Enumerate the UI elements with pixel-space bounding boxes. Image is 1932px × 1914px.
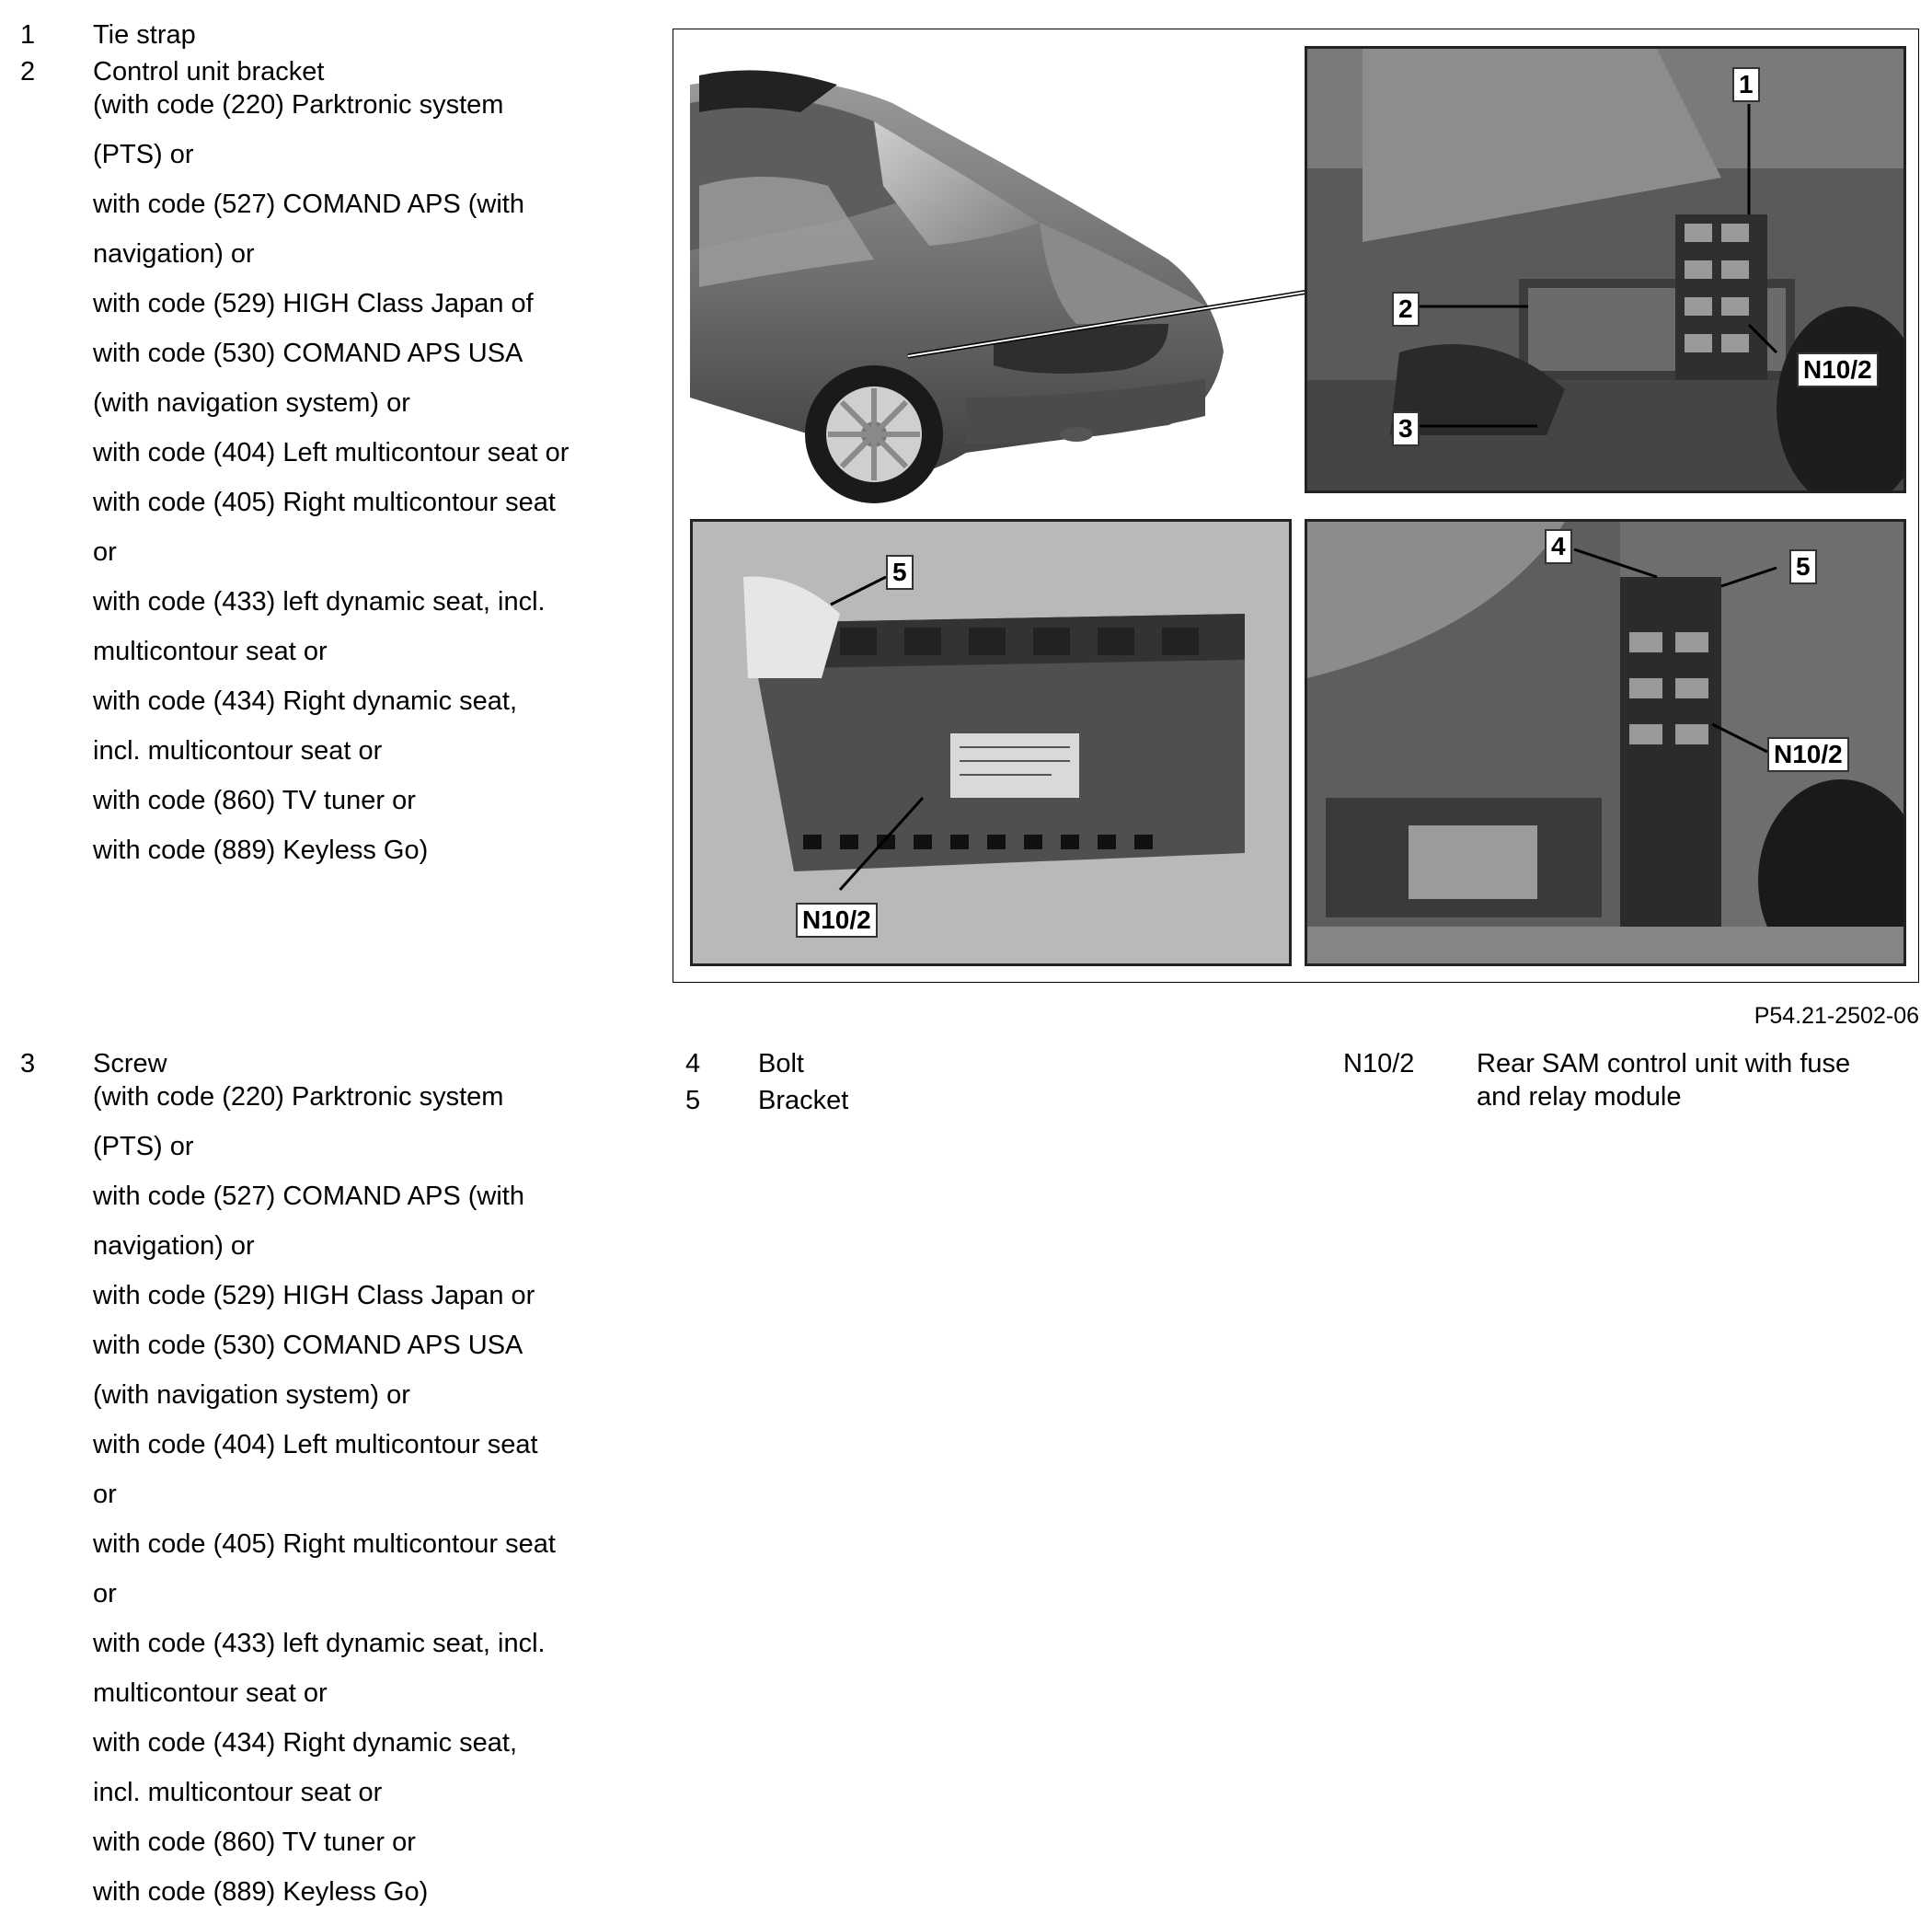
legend-item-line: multicontour seat or <box>93 1678 328 1708</box>
legend-item-line: with code (527) COMAND APS (with <box>93 1182 524 1211</box>
legend-item-line: Bolt <box>758 1049 804 1078</box>
legend-item-line: with code (404) Left multicontour seat <box>93 1430 538 1459</box>
photo-panel-bottom-right <box>1305 519 1906 966</box>
callout-n10-2-top: N10/2 <box>1797 352 1879 387</box>
callout-3: 3 <box>1392 411 1420 446</box>
figure-id: P54.21-2502-06 <box>1754 1003 1919 1029</box>
photo-panel-top-right <box>1305 46 1906 493</box>
legend-item-number: 3 <box>20 1049 36 1078</box>
legend-item-line: with code (860) TV tuner or <box>93 1828 416 1857</box>
legend-item-line: with code (860) TV tuner or <box>93 786 416 815</box>
legend-item-number: 2 <box>20 57 36 86</box>
legend-item <box>685 1047 1053 1080</box>
legend-item-number: 5 <box>685 1086 701 1115</box>
callout-n10-2-left: N10/2 <box>796 903 878 938</box>
legend-item-line: with code (433) left dynamic seat, incl. <box>93 1629 546 1658</box>
legend-item-line: (with code (220) Parktronic system <box>93 1082 504 1112</box>
legend-item-line: Screw <box>93 1049 167 1078</box>
legend-item-line: Bracket <box>758 1086 849 1115</box>
callout-4: 4 <box>1545 529 1572 564</box>
legend-item-line: with code (434) Right dynamic seat, <box>93 1728 517 1758</box>
callout-1: 1 <box>1732 67 1760 102</box>
legend-item-line: with code (529) HIGH Class Japan or <box>93 1281 535 1310</box>
legend-top <box>20 18 646 872</box>
legend-item-line: incl. multicontour seat or <box>93 1778 383 1807</box>
legend-item-line: with code (527) COMAND APS (with <box>93 190 524 219</box>
callout-n10-2-right: N10/2 <box>1767 737 1849 772</box>
legend-item <box>1343 1047 1914 1113</box>
legend-item-line: with code (405) Right multicontour seat <box>93 488 556 517</box>
legend-item-line: or <box>93 537 117 567</box>
legend-item-line: with code (889) Keyless Go) <box>93 836 429 865</box>
legend-bottom-middle <box>685 1047 1053 1121</box>
legend-item-number: N10/2 <box>1343 1049 1415 1078</box>
legend-item-line: navigation) or <box>93 239 255 269</box>
legend-item-line: with code (889) Keyless Go) <box>93 1877 429 1907</box>
legend-item <box>20 18 646 52</box>
callout-5-left: 5 <box>886 555 914 590</box>
legend-item-line: Tie strap <box>93 20 196 50</box>
legend-item-line: or <box>93 1480 117 1509</box>
legend-item-line: with code (433) left dynamic seat, incl. <box>93 587 546 617</box>
legend-bottom-left <box>20 1047 646 1914</box>
legend-item-line: with code (434) Right dynamic seat, <box>93 686 517 716</box>
legend-item-number: 4 <box>685 1049 701 1078</box>
legend-item-line: multicontour seat or <box>93 637 328 666</box>
callout-2: 2 <box>1392 292 1420 327</box>
legend-item-line: Control unit bracket <box>93 57 325 86</box>
legend-item <box>20 1047 646 1908</box>
legend-item-line: incl. multicontour seat or <box>93 736 383 766</box>
legend-item-line: (with navigation system) or <box>93 388 410 418</box>
legend-item-line: and relay module <box>1477 1082 1682 1112</box>
legend-item-line: with code (530) COMAND APS USA <box>93 339 523 368</box>
figure-frame <box>673 29 1919 983</box>
legend-item-line: with code (530) COMAND APS USA <box>93 1331 523 1360</box>
legend-bottom-right <box>1343 1047 1914 1119</box>
legend-item <box>685 1084 1053 1117</box>
legend-item-line: (with code (220) Parktronic system <box>93 90 504 120</box>
legend-item <box>20 55 646 867</box>
legend-item-line: with code (529) HIGH Class Japan of <box>93 289 534 318</box>
callout-5-right: 5 <box>1789 549 1817 584</box>
legend-item-line: with code (405) Right multicontour seat <box>93 1529 556 1559</box>
legend-item-number: 1 <box>20 20 36 50</box>
legend-item-line: navigation) or <box>93 1231 255 1261</box>
legend-item-line: with code (404) Left multicontour seat or <box>93 438 569 467</box>
legend-item-line: Rear SAM control unit with fuse <box>1477 1049 1851 1078</box>
photo-panel-bottom-left <box>690 519 1292 966</box>
legend-item-line: (PTS) or <box>93 1132 194 1161</box>
legend-item-line: (PTS) or <box>93 140 194 169</box>
legend-item-line: or <box>93 1579 117 1608</box>
legend-item-line: (with navigation system) or <box>93 1380 410 1410</box>
